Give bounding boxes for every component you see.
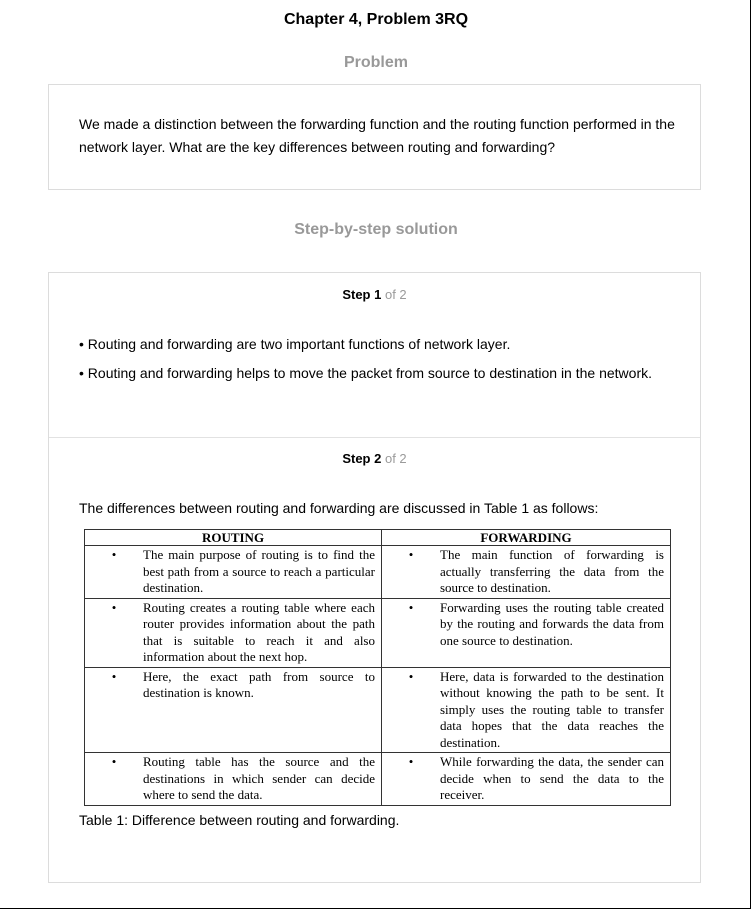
problem-text: We made a distinction between the forwarding function and the routing function performed in the network layer. What are the key differences between routing and forwarding? xyxy=(79,116,675,155)
bullet-icon: • xyxy=(111,754,117,769)
problem-heading: Problem xyxy=(343,54,408,71)
bullet-icon: • xyxy=(111,547,117,562)
forwarding-cell-text: Here, data is forwarded to the destination without knowing the path to be sent. It simply uses the routing table to transfer data hopes that the data reaches the destination. xyxy=(440,668,664,750)
step-2-label: Step 2 xyxy=(342,451,382,466)
routing-cell-text: Routing creates a routing table where each router provides information about the path that is suitable to reach it and also information about the next hop. xyxy=(143,599,375,664)
table-caption: Table 1: Difference between routing and forwarding. xyxy=(79,812,400,828)
table-cell xyxy=(382,546,671,599)
table-row xyxy=(85,598,671,667)
table-cell xyxy=(85,667,382,753)
table-cell xyxy=(85,598,382,667)
forwarding-cell-text: The main function of forwarding is actually transferring the data from the source to destination. xyxy=(440,547,664,595)
step-2-header xyxy=(49,451,700,466)
table-row xyxy=(85,667,671,753)
bullet-icon: • xyxy=(111,668,117,684)
bullet-icon: • xyxy=(408,599,414,615)
table-header-row xyxy=(85,530,671,546)
bullet-icon: • xyxy=(408,668,414,684)
routing-cell-text: Routing table has the source and the destinations in which sender can decide where to send the data. xyxy=(143,754,375,802)
page-title: Chapter 4, Problem 3RQ xyxy=(283,11,469,28)
step-1-bullet: • Routing and forwarding are two important functions of network layer. xyxy=(79,336,511,352)
step-1-label: Step 1 xyxy=(342,287,382,302)
step-divider xyxy=(49,437,700,438)
table-row xyxy=(85,753,671,806)
solution-box xyxy=(48,272,701,883)
step-1-header xyxy=(49,287,700,302)
comparison-table xyxy=(84,529,671,806)
step-1-of: of 2 xyxy=(384,287,407,302)
step-1-bullet: • Routing and forwarding helps to move the packet from source to destination in the network. xyxy=(79,365,652,381)
routing-cell-text: Here, the exact path from source to destination is known. xyxy=(143,668,375,700)
forwarding-cell-text: Forwarding uses the routing table created by the routing and forwards the data from one source to destination. xyxy=(440,599,664,648)
solution-heading: Step-by-step solution xyxy=(294,221,458,238)
table-header-routing: ROUTING xyxy=(85,530,382,546)
table-header-forwarding: FORWARDING xyxy=(382,530,671,546)
bullet-icon: • xyxy=(408,754,414,769)
forwarding-cell-text: While forwarding the data, the sender can decide when to send the data to the receiver. xyxy=(440,754,664,802)
bullet-icon: • xyxy=(111,599,117,615)
bullet-icon: • xyxy=(408,547,414,562)
problem-box xyxy=(48,84,701,190)
table-cell xyxy=(85,753,382,806)
table-cell xyxy=(382,667,671,753)
table-cell xyxy=(382,753,671,806)
table-cell xyxy=(85,546,382,599)
table-cell xyxy=(382,598,671,667)
step-2-intro: The differences between routing and forwarding are discussed in Table 1 as follows: xyxy=(79,500,599,516)
table-row xyxy=(85,546,671,599)
routing-cell-text: The main purpose of routing is to find the best path from a source to reach a particular destination. xyxy=(143,547,375,595)
step-2-of: of 2 xyxy=(384,451,407,466)
